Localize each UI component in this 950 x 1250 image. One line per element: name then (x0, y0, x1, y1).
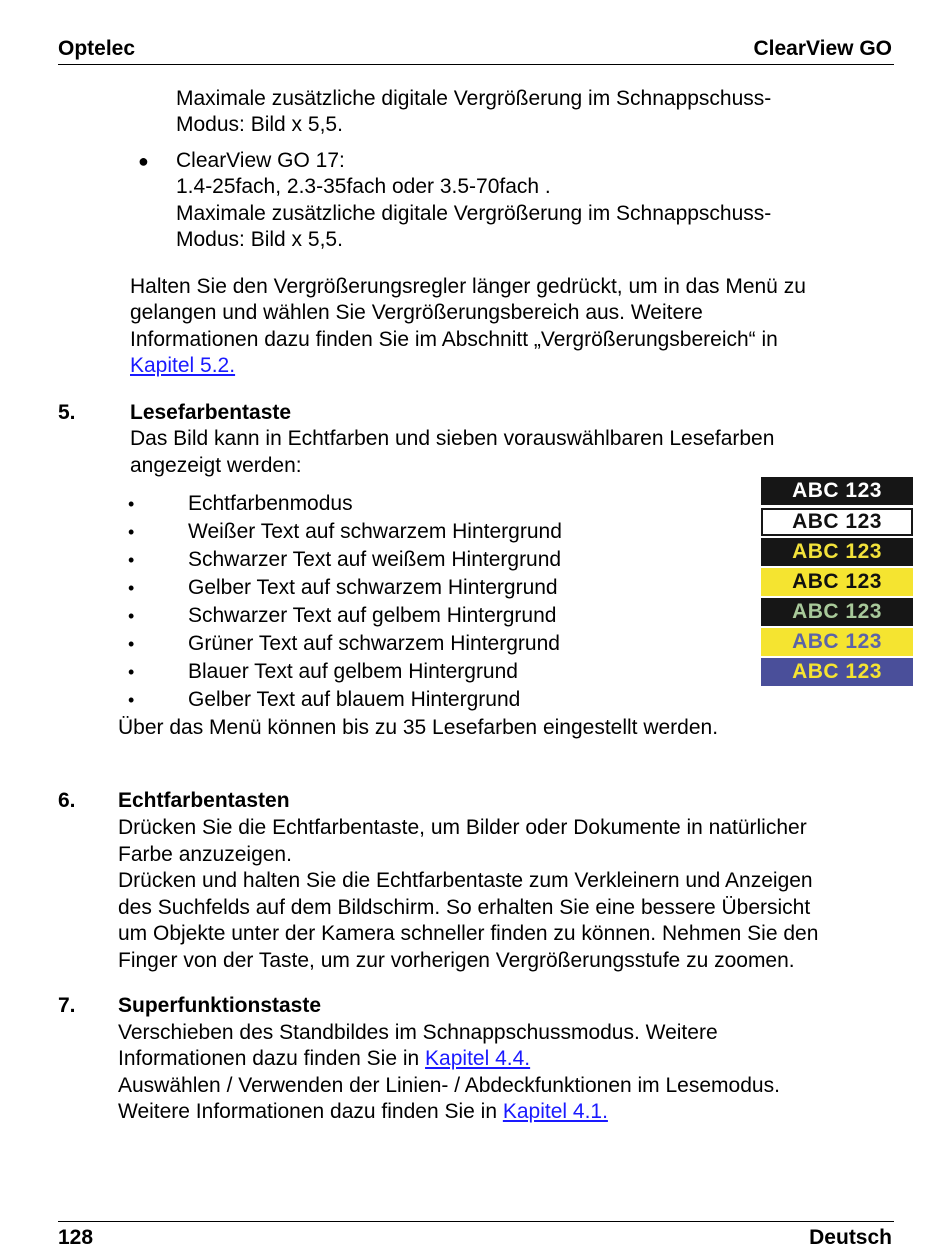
section-6-line-1: Drücken Sie die Echtfarbentaste, um Bilder oder Dokumente in natürlicher (118, 816, 807, 839)
section-7-line-2-text: Informationen dazu finden Sie in (118, 1047, 426, 1070)
swatch-white-on-black: ABC 123 (761, 477, 913, 505)
intro-para-line-1: Halten Sie den Vergrößerungsregler länger gedrückt, um in das Menü zu (130, 275, 806, 298)
intro-bullet-line-2: 1.4-25fach, 2.3-35fach oder 3.5-70fach . (176, 175, 551, 198)
bullet-icon: • (128, 522, 135, 542)
section-7-title: Superfunktionstaste (118, 994, 322, 1017)
header-brand: Optelec (58, 37, 136, 60)
intro-para-line-2: gelangen und wählen Sie Vergrößerungsbereich aus. Weitere (130, 301, 703, 324)
footer-language: Deutsch (809, 1226, 892, 1249)
bullet-icon: • (128, 606, 135, 626)
list-item: Gelber Text auf schwarzem Hintergrund (188, 576, 558, 599)
list-item: Schwarzer Text auf weißem Hintergrund (188, 548, 562, 571)
bullet-icon: ● (138, 151, 149, 171)
swatch-black-on-yellow: ABC 123 (761, 568, 913, 596)
header-product: ClearView GO (753, 37, 892, 60)
section-5-after-text: Über das Menü können bis zu 35 Lesefarben eingestellt werden. (118, 716, 719, 739)
list-item: Grüner Text auf schwarzem Hintergrund (188, 632, 560, 655)
section-7-line-1: Verschieben des Standbildes im Schnappschussmodus. Weitere (118, 1021, 718, 1044)
header-rule (58, 64, 894, 65)
section-7-line-4-text: Weitere Informationen dazu finden Sie in (118, 1100, 503, 1123)
swatch-yellow-on-blue: ABC 123 (761, 658, 913, 686)
intro-line-1: Maximale zusätzliche digitale Vergrößerung im Schnappschuss- (176, 87, 772, 110)
bullet-icon: • (128, 634, 135, 654)
swatch-black-on-white: ABC 123 (761, 508, 913, 536)
list-item: Echtfarbenmodus (188, 492, 353, 515)
section-6-line-3: Drücken und halten Sie die Echtfarbentaste zum Verkleinern und Anzeigen (118, 869, 813, 892)
intro-line-2: Modus: Bild x 5,5. (176, 113, 343, 136)
section-5-number: 5. (58, 401, 76, 424)
section-5-title: Lesefarbentaste (130, 401, 292, 424)
list-item: Blauer Text auf gelbem Hintergrund (188, 660, 518, 683)
bullet-icon: • (128, 578, 135, 598)
swatch-green-on-black: ABC 123 (761, 598, 913, 626)
link-kapitel-4-1[interactable]: Kapitel 4.1. (502, 1100, 608, 1123)
swatch-blue-on-yellow: ABC 123 (761, 628, 913, 656)
section-6-number: 6. (58, 789, 76, 812)
link-kapitel-4-4[interactable]: Kapitel 4.4. (425, 1047, 531, 1070)
bullet-icon: • (128, 690, 135, 710)
section-7-number: 7. (58, 994, 76, 1017)
list-item: Schwarzer Text auf gelbem Hintergrund (188, 604, 557, 627)
section-5-line-2: angezeigt werden: (130, 454, 302, 477)
footer-rule (58, 1221, 894, 1222)
swatch-yellow-on-black: ABC 123 (761, 538, 913, 566)
bullet-icon: • (128, 550, 135, 570)
section-6-line-4: des Suchfelds auf dem Bildschirm. So erhalten Sie eine bessere Übersicht (118, 896, 811, 919)
intro-bullet-line-1: ClearView GO 17: (176, 149, 345, 172)
link-kapitel-5-2[interactable]: Kapitel 5.2. (130, 354, 236, 377)
section-7-line-4 (118, 1099, 608, 1125)
section-6-line-5: um Objekte unter der Kamera schneller finden zu können. Nehmen Sie den (118, 922, 819, 945)
bullet-icon: • (128, 494, 135, 514)
page-number: 128 (58, 1226, 94, 1249)
list-item: Weißer Text auf schwarzem Hintergrund (188, 520, 562, 543)
section-6-line-2: Farbe anzuzeigen. (118, 843, 292, 866)
section-6-line-6: Finger von der Taste, um zur vorherigen Vergrößerungsstufe zu zoomen. (118, 949, 795, 972)
section-6-title: Echtfarbentasten (118, 789, 290, 812)
section-7-line-2 (118, 1046, 530, 1072)
intro-bullet-line-4: Modus: Bild x 5,5. (176, 228, 343, 251)
list-item: Gelber Text auf blauem Hintergrund (188, 688, 521, 711)
bullet-icon: • (128, 662, 135, 682)
intro-para-line-3: Informationen dazu finden Sie im Abschnitt „Vergrößerungsbereich“ in (130, 328, 778, 351)
intro-bullet-line-3: Maximale zusätzliche digitale Vergrößerung im Schnappschuss- (176, 202, 772, 225)
section-7-line-3: Auswählen / Verwenden der Linien- / Abdeckfunktionen im Lesemodus. (118, 1074, 780, 1097)
section-5-line-1: Das Bild kann in Echtfarben und sieben vorauswählbaren Lesefarben (130, 427, 775, 450)
